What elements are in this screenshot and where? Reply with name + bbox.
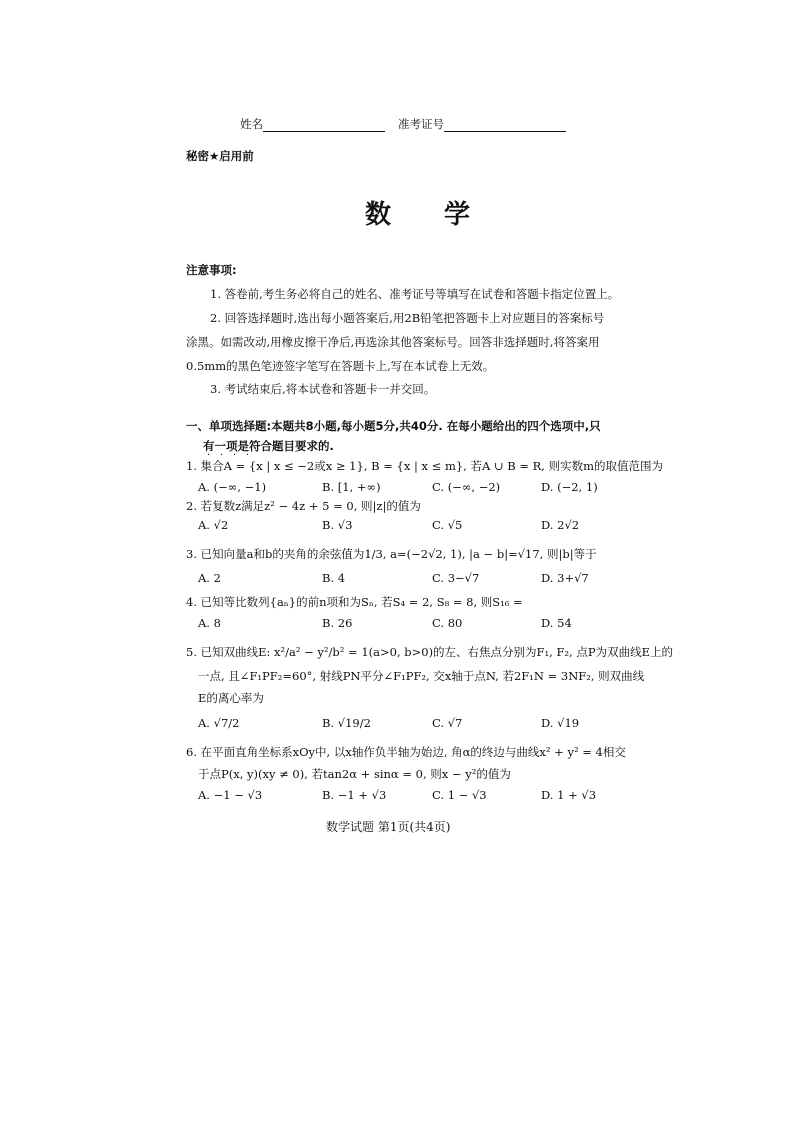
- question-5-option-c: C. √7: [432, 716, 463, 730]
- question-1-option-c: C. (−∞, −2): [432, 480, 501, 494]
- page-title: 数 学: [365, 200, 493, 230]
- question-3-option-c: C. 3−√7: [432, 571, 480, 585]
- section-heading-cont: 有一项是符合题目要求的.: [203, 439, 334, 453]
- emphasis-dot: ·: [207, 450, 211, 461]
- notice-item-2-cont2: 0.5mm的黑色笔迹签字笔写在答题卡上,写在本试卷上无效。: [186, 359, 495, 373]
- question-6-stem-cont: 于点P(x, y)(xy ≠ 0), 若tan2α + sinα = 0, 则x − y²的值为: [198, 767, 511, 781]
- question-2-option-c: C. √5: [432, 518, 463, 532]
- exam-id-field: [398, 116, 566, 132]
- name-field: [240, 116, 385, 132]
- question-2-option-d: D. 2√2: [541, 518, 580, 532]
- name-label: 姓名: [240, 117, 263, 131]
- question-6-option-d: D. 1 + √3: [541, 788, 597, 802]
- emphasis-dot: ·: [233, 450, 237, 461]
- question-3-stem: 3. 已知向量a和b的夹角的余弦值为1/3, a=(−2√2, 1), |a − b|=√17, 则|b|等于: [186, 547, 597, 561]
- page-footer: 数学试题 第1页(共4页): [326, 820, 451, 834]
- section-heading: 一、单项选择题:本题共8小题,每小题5分,共40分. 在每小题给出的四个选项中,只: [186, 419, 601, 433]
- question-1-option-a: A. (−∞, −1): [198, 480, 267, 494]
- question-6-stem: 6. 在平面直角坐标系xOy中, 以x轴作负半轴为始边, 角α的终边与曲线x² + y² = 4相交: [186, 745, 626, 759]
- question-6-option-c: C. 1 − √3: [432, 788, 487, 802]
- question-3-option-d: D. 3+√7: [541, 571, 589, 585]
- question-1-option-d: D. (−2, 1): [541, 480, 598, 494]
- exam-id-blank: [444, 117, 566, 132]
- question-5-option-a: A. √7/2: [198, 716, 240, 730]
- question-4-option-d: D. 54: [541, 616, 572, 630]
- question-4-stem: 4. 已知等比数列{aₙ}的前n项和为Sₙ, 若S₄ = 2, S₈ = 8, 则S₁₆ =: [186, 595, 523, 609]
- secret-label: 秘密★启用前: [186, 149, 254, 163]
- question-6-option-b: B. −1 + √3: [322, 788, 387, 802]
- question-5-stem-cont2: E的离心率为: [198, 691, 264, 705]
- question-6-option-a: A. −1 − √3: [198, 788, 263, 802]
- name-blank: [263, 117, 385, 132]
- question-2-option-b: B. √3: [322, 518, 353, 532]
- emphasis-dot: ·: [220, 450, 224, 461]
- question-1-stem: 1. 集合A = {x | x ≤ −2或x ≥ 1}, B = {x | x ≤ m}, 若A ∪ B = R, 则实数m的取值范围为: [186, 459, 664, 473]
- question-5-option-d: D. √19: [541, 716, 580, 730]
- question-3-option-b: B. 4: [322, 571, 346, 585]
- question-1-option-b: B. [1, +∞): [322, 480, 381, 494]
- question-4-option-a: A. 8: [198, 616, 221, 630]
- exam-id-label: 准考证号: [398, 117, 444, 131]
- question-4-option-c: C. 80: [432, 616, 463, 630]
- question-2-stem: 2. 若复数z满足z² − 4z + 5 = 0, 则|z|的值为: [186, 499, 421, 513]
- notice-heading: 注意事项:: [186, 263, 237, 277]
- emphasis-dot: ·: [246, 450, 250, 461]
- question-3-option-a: A. 2: [198, 571, 221, 585]
- notice-item-1: 1. 答卷前,考生务必将自己的姓名、准考证号等填写在试卷和答题卡指定位置上。: [210, 287, 620, 301]
- notice-item-2: 2. 回答选择题时,选出每小题答案后,用2B铅笔把答题卡上对应题目的答案标号: [210, 311, 605, 325]
- notice-item-2-cont: 涂黑。如需改动,用橡皮擦干净后,再选涂其他答案标号。回答非选择题时,将答案用: [186, 335, 600, 349]
- question-5-stem-cont: 一点, 且∠F₁PF₂=60°, 射线PN平分∠F₁PF₂, 交x轴于点N, 若2F₁N = 3NF₂, 则双曲线: [198, 669, 645, 683]
- question-5-option-b: B. √19/2: [322, 716, 371, 730]
- question-4-option-b: B. 26: [322, 616, 353, 630]
- question-5-stem: 5. 已知双曲线E: x²/a² − y²/b² = 1(a>0, b>0)的左、右焦点分别为F₁, F₂, 点P为双曲线E上的: [186, 645, 673, 659]
- question-2-option-a: A. √2: [198, 518, 229, 532]
- notice-item-3: 3. 考试结束后,将本试卷和答题卡一并交回。: [210, 382, 436, 396]
